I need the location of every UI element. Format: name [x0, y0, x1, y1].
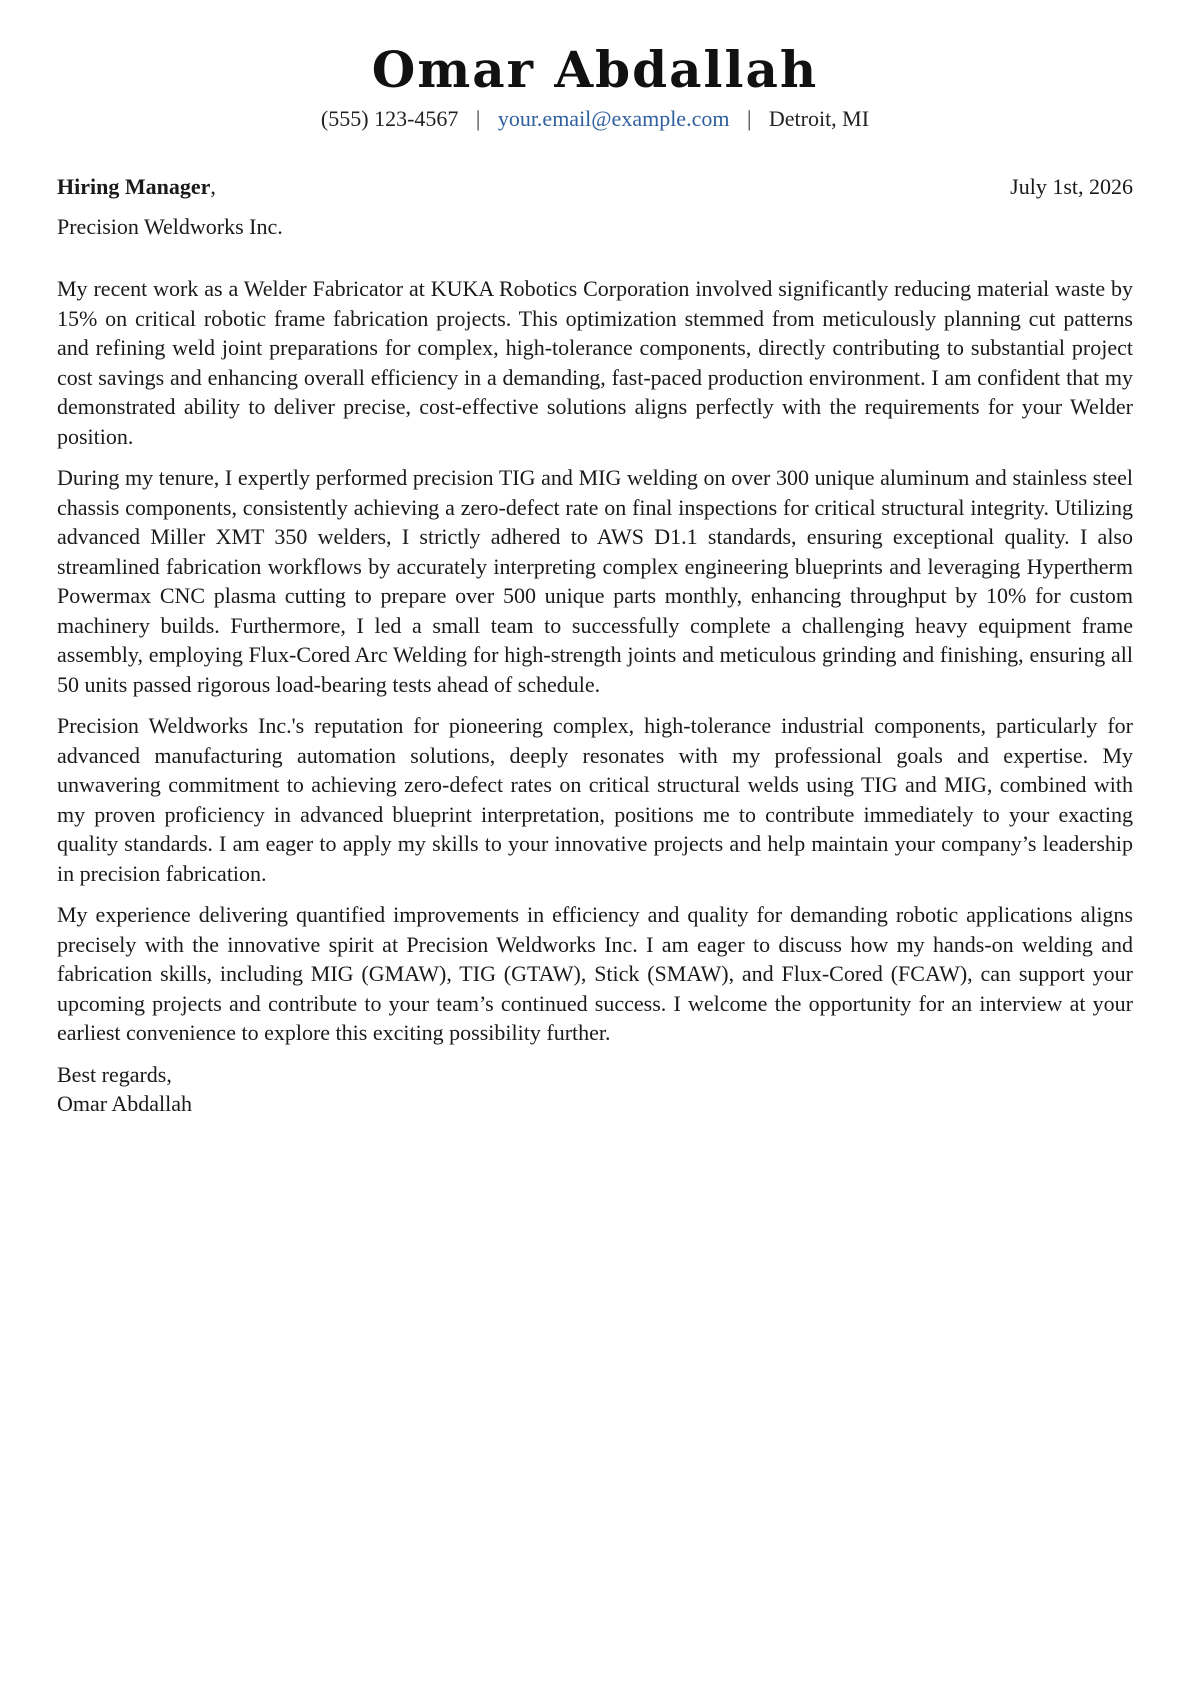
signature-name: Omar Abdallah — [57, 1091, 193, 1116]
contact-separator: | — [475, 106, 481, 131]
letter-body — [57, 274, 1133, 1048]
body-paragraph-2: During my tenure, I expertly performed precision TIG and MIG welding on over 300 unique aluminum and stainless steel chassis components, consistently achieving a zero-defect rate on final inspections for critical structural integrity. Utilizing advanced Miller XMT 350 welders, I strictly adhered to AWS D1.1 standards, ensuring exceptional quality. I also streamlined fabrication workflows by accurately interpreting complex engineering blueprints and leveraging Hypertherm Powermax CNC plasma cutting to prepare over 500 unique parts monthly, enhancing throughput by 10% for custom machinery builds. Furthermore, I led a small team to successfully complete a challenging heavy equipment frame assembly, employing Flux-Cored Arc Welding for high-strength joints and meticulous grinding and finishing, ensuring all 50 units passed rigorous load-bearing tests ahead of schedule. — [57, 465, 1133, 697]
body-paragraph-1: My recent work as a Welder Fabricator at KUKA Robotics Corporation involved significantly reducing material waste by 15% on critical robotic frame fabrication projects. This optimization stemmed from meticulously planning cut patterns and refining weld joint preparations for complex, high-tolerance components, directly contributing to substantial project cost savings and enhancing overall efficiency in a demanding, fast-paced production environment. I am confident that my demonstrated ability to deliver precise, cost-effective solutions aligns perfectly with the requirements for your Welder position. — [57, 276, 1133, 449]
letter-date: July 1st, 2026 — [1010, 174, 1133, 199]
email-link[interactable]: your.email@example.com — [497, 106, 730, 131]
salutation-suffix: , — [210, 174, 216, 199]
contact-line — [57, 106, 1133, 132]
sign-off: Best regards, — [57, 1061, 172, 1087]
applicant-name: Omar Abdallah — [371, 40, 819, 99]
recipient-name: Hiring Manager — [57, 174, 211, 199]
body-paragraph-3: Precision Weldworks Inc.'s reputation for pioneering complex, high-tolerance industrial components, particularly for advanced manufacturing automation solutions, deeply resonates with my professional goals and expertise. My unwavering commitment to achieving zero-defect rates on critical structural welds using TIG and MIG, combined with my proven proficiency in advanced blueprint interpretation, positions me to contribute immediately to your exacting quality standards. I am eager to apply my skills to your innovative projects and help maintain your company’s leadership in precision fabrication. — [57, 713, 1133, 886]
salutation — [57, 174, 216, 200]
salutation-date-row — [57, 174, 1133, 200]
location: Detroit, MI — [768, 106, 870, 131]
body-paragraph-4: My experience delivering quantified improvements in efficiency and quality for demanding robotic applications aligns precisely with the innovative spirit at Precision Weldworks Inc. I am eager to discuss how my hands-on welding and fabrication skills, including MIG (GMAW), TIG (GTAW), Stick (SMAW), and Flux-Cored (FCAW), can support your upcoming projects and contribute to your team’s continued success. I welcome the opportunity for an interview at your earliest convenience to explore this exciting possibility further. — [57, 902, 1133, 1045]
recipient-company: Precision Weldworks Inc. — [57, 214, 283, 239]
phone-number: (555) 123-4567 — [320, 106, 459, 131]
contact-separator: | — [746, 106, 752, 131]
closing-block — [57, 1060, 1133, 1119]
